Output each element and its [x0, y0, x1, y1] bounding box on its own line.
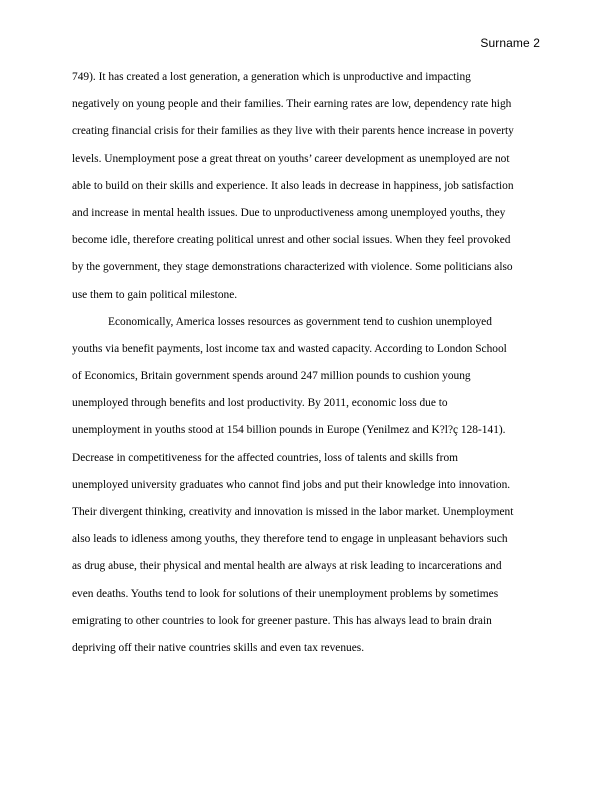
text-line: use them to gain political milestone. — [72, 288, 238, 301]
text-line: Decrease in competitiveness for the affected countries, loss of talents and skills from — [72, 451, 459, 464]
text-line: unemployment in youths stood at 154 billion pounds in Europe (Yenilmez and K?l?ç 128-141). — [72, 424, 506, 437]
text-line: levels. Unemployment pose a great threat on youths’ career development as unemployed are not — [72, 152, 510, 165]
text-line: emigrating to other countries to look for greener pasture. This has always lead to brain drain — [72, 614, 492, 627]
text-line: as drug abuse, their physical and mental health are always at risk leading to incarcerations and — [72, 560, 502, 573]
text-line: able to build on their skills and experience. It also leads in decrease in happiness, job satisfaction — [72, 179, 514, 192]
text-line: and increase in mental health issues. Due to unproductiveness among unemployed youths, they — [72, 206, 506, 219]
text-line: negatively on young people and their families. Their earning rates are low, dependency rate high — [72, 98, 512, 111]
text-line: youths via benefit payments, lost income tax and wasted capacity. According to London School — [72, 342, 507, 355]
text-line: unemployed university graduates who cannot find jobs and put their knowledge into innovation. — [72, 478, 511, 491]
text-line: creating financial crisis for their families as they live with their parents hence increase in poverty — [72, 125, 514, 138]
paragraph — [72, 67, 540, 312]
text-line: become idle, therefore creating political unrest and other social issues. When they feel provoked — [72, 234, 511, 247]
text-line: Economically, America losses resources as government tend to cushion unemployed — [108, 315, 492, 328]
text-line: even deaths. Youths tend to look for solutions of their unemployment problems by sometimes — [72, 587, 499, 600]
paragraph — [72, 312, 540, 665]
body-text — [72, 67, 540, 665]
text-line: by the government, they stage demonstrations characterized with violence. Some politicians also — [72, 261, 513, 274]
text-line: Their divergent thinking, creativity and innovation is missed in the labor market. Unemployment — [72, 506, 514, 518]
text-line: depriving off their native countries skills and even tax revenues. — [72, 641, 365, 654]
text-line: of Economics, Britain government spends around 247 million pounds to cushion young — [72, 370, 471, 383]
text-line: 749). It has created a lost generation, a generation which is unproductive and impacting — [72, 71, 471, 83]
running-head: Surname 2 — [480, 36, 540, 50]
text-line: unemployed through benefits and lost productivity. By 2011, economic loss due to — [72, 397, 448, 410]
text-line: also leads to idleness among youths, they therefore tend to engage in unpleasant behaviors such — [72, 533, 508, 546]
